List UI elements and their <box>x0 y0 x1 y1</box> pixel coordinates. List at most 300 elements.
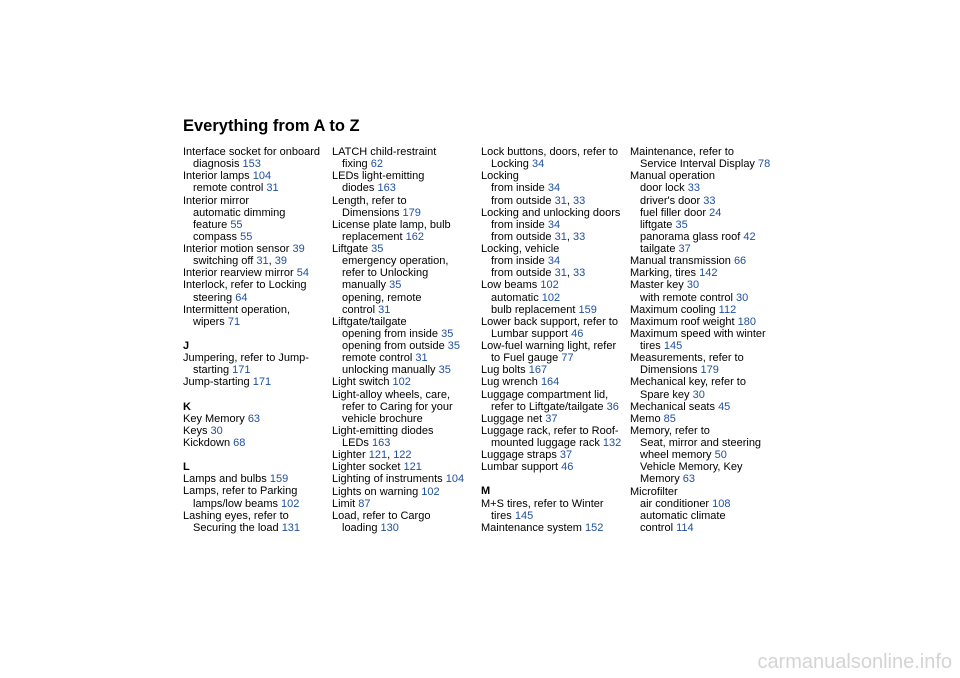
page-reference-link[interactable]: 163 <box>371 437 391 449</box>
index-term: Luggage compartment lid, <box>481 388 609 401</box>
page-reference-link[interactable]: 36 <box>606 400 619 413</box>
page-reference-link[interactable]: 35 <box>389 279 402 292</box>
index-subentry: from outside 31, 33 <box>491 230 586 243</box>
index-subentry <box>183 292 329 304</box>
index-subentry: from outside 31, 33 <box>491 267 586 280</box>
index-entry <box>332 486 478 498</box>
index-entry <box>332 170 478 182</box>
index-entry <box>481 316 627 328</box>
index-subentry <box>630 473 776 485</box>
index-term: Interior mirror <box>183 194 250 207</box>
index-term: refer to Unlocking <box>342 267 429 280</box>
index-entry <box>481 449 627 461</box>
index-subentry <box>481 255 627 267</box>
page-reference-link[interactable]: 121 <box>368 449 388 462</box>
index-entry <box>481 364 627 376</box>
index-entry <box>481 522 627 534</box>
index-term: Maximum speed with winter <box>630 327 766 340</box>
index-entry <box>332 146 478 158</box>
index-term: Low-fuel warning light, refer <box>481 340 617 352</box>
index-term: unlocking manually <box>342 364 436 377</box>
index-term: wipers <box>193 315 225 328</box>
index-term: emergency operation, <box>342 255 449 268</box>
index-subentry <box>481 352 627 364</box>
index-term: Key Memory <box>183 412 245 425</box>
page-reference-link[interactable]: 102 <box>392 376 411 389</box>
index-entry <box>630 316 776 328</box>
index-term: Locking <box>491 158 529 171</box>
page-reference-link[interactable]: 102 <box>421 485 440 498</box>
index-subentry <box>630 364 776 376</box>
index-term: liftgate <box>640 218 673 231</box>
index-subentry <box>630 510 776 522</box>
index-term: Locking and unlocking doors <box>481 206 621 219</box>
index-subentry <box>481 304 627 316</box>
page-reference-link[interactable]: 104 <box>252 170 272 183</box>
index-entry <box>332 195 478 207</box>
page-reference-link[interactable]: 31 <box>415 352 428 365</box>
index-term: opening, remote <box>342 291 422 304</box>
index-term: Dimensions <box>342 206 400 219</box>
page-reference-link[interactable]: 31 <box>256 255 269 268</box>
index-term: from outside <box>491 267 552 280</box>
index-term: fuel filler door <box>640 206 707 219</box>
index-term: replacement <box>342 230 403 243</box>
index-subentry <box>630 182 776 194</box>
index-term: starting <box>193 364 230 377</box>
index-subentry <box>481 182 627 194</box>
index-term: wheel memory <box>640 449 712 462</box>
index-term: steering <box>193 291 233 304</box>
index-letter-heading: M <box>481 485 491 498</box>
index-subentry <box>332 279 478 291</box>
index-term: mounted luggage rack <box>491 437 600 449</box>
index-column-4 <box>630 146 776 534</box>
index-subentry <box>183 498 329 510</box>
index-subentry <box>630 522 776 534</box>
page-reference-link[interactable]: 30 <box>736 291 749 304</box>
page-reference-link[interactable]: 55 <box>230 218 243 231</box>
index-entry <box>183 376 329 388</box>
index-term: from inside <box>491 182 545 195</box>
index-entry <box>183 413 329 425</box>
index-entry <box>183 267 329 279</box>
index-term: Memory <box>640 473 680 486</box>
index-term: Jump-starting <box>183 376 250 389</box>
index-term: Manual transmission <box>630 255 731 268</box>
page-reference-link[interactable]: 30 <box>686 279 700 292</box>
page-reference-link[interactable]: 35 <box>438 364 451 377</box>
index-term: Interlock, refer to Locking <box>183 279 307 292</box>
index-term: tires <box>491 509 512 522</box>
page-reference-link[interactable]: 179 <box>402 206 421 219</box>
index-term: diodes <box>342 182 375 195</box>
page-reference-link[interactable]: 162 <box>405 230 424 243</box>
index-subentry <box>332 231 478 243</box>
index-entry <box>481 376 627 388</box>
index-term: LEDs <box>342 437 369 449</box>
index-term: Keys <box>183 424 208 437</box>
index-subentry <box>481 219 627 231</box>
index-term: from inside <box>491 218 545 231</box>
page-reference-link[interactable]: 102 <box>540 279 559 292</box>
index-subentry <box>630 461 776 473</box>
index-entry <box>630 304 776 316</box>
page-reference-link[interactable]: 55 <box>240 230 253 243</box>
index-term: Microfilter <box>630 485 678 498</box>
index-subentry <box>332 255 478 267</box>
index-subentry <box>630 195 776 207</box>
index-term: Intermittent operation, <box>183 303 291 316</box>
index-entry <box>630 170 776 182</box>
index-letter-heading: L <box>183 461 190 474</box>
index-term: Interior rearview mirror <box>183 267 294 280</box>
page-reference-link[interactable]: 122 <box>393 449 412 462</box>
index-subentry <box>183 364 329 376</box>
index-subentry <box>630 292 776 304</box>
page-reference-link[interactable]: 31 <box>378 303 391 316</box>
index-entry <box>332 376 478 388</box>
page-reference-link[interactable]: 37 <box>678 243 691 255</box>
index-term: refer to Caring for your <box>342 400 453 413</box>
index-term: Manual operation <box>630 170 716 183</box>
page-reference-link[interactable]: 31 <box>554 194 567 207</box>
page-reference-link[interactable]: 112 <box>718 303 737 316</box>
index-letter-heading: K <box>183 400 191 413</box>
page-reference-link[interactable]: 164 <box>540 376 560 389</box>
page-reference-link[interactable]: 34 <box>547 255 561 268</box>
page-reference-link[interactable]: 68 <box>233 436 246 449</box>
index-term: Memo <box>630 412 661 425</box>
index-column-2 <box>332 146 478 534</box>
page-reference-link[interactable]: 163 <box>377 182 396 195</box>
index-entry <box>630 413 776 425</box>
index-subentry <box>332 158 478 170</box>
page-reference-link[interactable]: 42 <box>743 230 756 243</box>
page-reference-link[interactable]: 145 <box>663 340 683 352</box>
index-subentry <box>630 243 776 255</box>
page-reference-link[interactable]: 114 <box>676 521 694 534</box>
page-reference-link[interactable]: 145 <box>514 509 534 522</box>
index-entry <box>332 219 478 231</box>
page-reference-link[interactable]: 39 <box>274 255 288 268</box>
index-term: Interior motion sensor <box>183 243 290 255</box>
index-entry <box>332 316 478 328</box>
index-entry <box>481 279 627 291</box>
page-reference-link[interactable]: 30 <box>210 424 223 437</box>
index-term: Lighting of instruments <box>332 473 443 486</box>
page-reference-link[interactable]: 30 <box>692 388 705 401</box>
index-term: Lights on warning <box>332 485 419 498</box>
index-term: compass <box>193 230 238 243</box>
index-subentry <box>481 158 627 170</box>
index-entry <box>183 279 329 291</box>
watermark: carmanualsonline.info <box>757 651 952 673</box>
index-entry <box>630 486 776 498</box>
index-term: door lock <box>640 182 685 195</box>
index-term: Locking, vehicle <box>481 243 560 255</box>
page-reference-link[interactable]: 54 <box>296 267 309 280</box>
page-reference-link[interactable]: 33 <box>703 194 716 207</box>
index-term: LEDs light-emitting <box>332 170 425 183</box>
index-term: LATCH child-restraint <box>332 146 437 158</box>
index-term: from outside <box>491 230 552 243</box>
index-subentry <box>630 389 776 401</box>
index-subentry <box>332 413 478 425</box>
page-reference-link[interactable]: 46 <box>561 461 574 474</box>
page-reference-link[interactable]: 179 <box>700 364 719 377</box>
index-term: Spare key <box>640 388 690 401</box>
page-reference-link[interactable]: 152 <box>584 521 604 534</box>
index-term: Mechanical key, refer to <box>630 376 746 389</box>
index-subentry <box>332 352 478 364</box>
index-term: Maximum cooling <box>630 303 716 316</box>
index-subentry <box>630 207 776 219</box>
index-term: Securing the load <box>193 521 279 534</box>
page-reference-link[interactable]: 71 <box>227 315 241 328</box>
index-subentry <box>630 449 776 461</box>
page-reference-link[interactable]: 108 <box>712 497 731 510</box>
index-term: control <box>640 521 674 534</box>
index-subentry <box>332 437 478 449</box>
index-term: diagnosis <box>193 158 240 171</box>
index-entry <box>630 267 776 279</box>
page-reference-link[interactable]: 34 <box>531 158 545 171</box>
index-entry <box>481 146 627 158</box>
index-entry <box>183 146 329 158</box>
index-term: Jumpering, refer to Jump- <box>183 352 309 365</box>
index-term: switching off <box>193 255 254 268</box>
page-reference-link[interactable]: 46 <box>571 327 584 340</box>
index-subentry <box>183 182 329 194</box>
index-term: Lamps and bulbs <box>183 473 267 486</box>
index-term: Dimensions <box>640 364 698 377</box>
index-entry <box>183 195 329 207</box>
index-entry <box>481 340 627 352</box>
index-term: Load, refer to Cargo <box>332 509 431 522</box>
index-term: Luggage net <box>481 412 543 425</box>
page-reference-link[interactable]: 102 <box>281 497 300 510</box>
index-entry <box>630 425 776 437</box>
index-entry <box>630 146 776 158</box>
page-reference-link[interactable]: 66 <box>733 255 747 268</box>
page-reference-link[interactable]: 35 <box>447 340 461 352</box>
page-reference-link[interactable]: 35 <box>371 243 384 255</box>
index-subentry <box>183 522 329 534</box>
index-term: fixing <box>342 158 368 171</box>
index-subentry <box>183 219 329 231</box>
index-subentry <box>630 231 776 243</box>
index-term: Lumbar support <box>491 327 569 340</box>
index-subentry <box>332 267 478 279</box>
page-reference-link[interactable]: 31 <box>266 182 279 195</box>
index-entry <box>481 243 627 255</box>
index-entry <box>332 461 478 473</box>
index-subentry <box>332 207 478 219</box>
page-reference-link[interactable]: 142 <box>699 267 718 280</box>
index-term: Lashing eyes, refer to <box>183 509 289 522</box>
index-entry <box>183 510 329 522</box>
index-subentry: switching off 31, 39 <box>193 255 288 268</box>
index-term: Liftgate/tailgate <box>332 315 407 328</box>
index-term: feature <box>193 218 228 231</box>
page-reference-link[interactable]: 34 <box>547 218 561 231</box>
index-entry <box>183 485 329 497</box>
index-subentry <box>630 340 776 352</box>
page-reference-link[interactable]: 159 <box>269 473 289 486</box>
index-term: Luggage straps <box>481 449 557 462</box>
index-subentry <box>332 182 478 194</box>
index-subentry <box>481 292 627 304</box>
page-reference-link[interactable]: 131 <box>281 521 301 534</box>
index-subentry <box>183 316 329 328</box>
index-term: opening from outside <box>342 340 445 352</box>
page-title: Everything from A to Z <box>183 117 360 135</box>
index-term: Light switch <box>332 376 390 389</box>
index-subentry <box>481 437 627 449</box>
page-reference-link[interactable]: 121 <box>403 461 422 474</box>
page-reference-link[interactable]: 33 <box>572 230 586 243</box>
page-reference-link[interactable]: 35 <box>675 218 688 231</box>
index-term: Lumbar support <box>481 461 559 474</box>
page-reference-link[interactable]: 85 <box>663 412 676 425</box>
index-term: loading <box>342 521 378 534</box>
index-term: Lug bolts <box>481 364 526 377</box>
page-reference-link[interactable]: 87 <box>358 497 371 510</box>
index-entry <box>630 328 776 340</box>
index-term: to Fuel gauge <box>491 352 559 365</box>
index-subentry <box>630 437 776 449</box>
page-reference-link[interactable]: 45 <box>718 400 731 413</box>
index-term: manually <box>342 279 387 292</box>
page-reference-link[interactable]: 132 <box>602 437 622 449</box>
page-reference-link[interactable]: 62 <box>370 158 383 171</box>
index-term: Lighter socket <box>332 461 401 474</box>
index-term: Locking <box>481 170 519 183</box>
index-entry <box>183 304 329 316</box>
index-term: driver's door <box>640 194 701 207</box>
index-subentry <box>332 522 478 534</box>
page-reference-link[interactable]: 35 <box>441 327 454 340</box>
index-entry <box>630 401 776 413</box>
index-term: vehicle brochure <box>342 412 423 425</box>
page-reference-link[interactable]: 34 <box>547 182 561 195</box>
index-letter-heading: J <box>183 339 190 352</box>
index-subentry: from outside 31, 33 <box>491 194 586 207</box>
index-term: tires <box>640 340 661 352</box>
index-term: Low beams <box>481 279 538 292</box>
index-term: Light-alloy wheels, care, <box>332 388 451 401</box>
page-reference-link[interactable]: 78 <box>758 158 771 171</box>
page-reference-link[interactable]: 33 <box>572 194 586 207</box>
index-term: tailgate <box>640 243 676 255</box>
index-term: Memory, refer to <box>630 424 710 437</box>
index-term: automatic <box>491 291 539 304</box>
index-term: Lug wrench <box>481 376 538 389</box>
index-term: License plate lamp, bulb <box>332 218 451 231</box>
page-reference-link[interactable]: 24 <box>709 206 722 219</box>
index-entry <box>630 376 776 388</box>
index-entry <box>630 255 776 267</box>
page-reference-link[interactable]: 31 <box>554 230 567 243</box>
page-reference-link[interactable]: 50 <box>714 449 727 462</box>
page-reference-link[interactable]: 159 <box>578 303 597 316</box>
index-term: Lamps, refer to Parking <box>183 485 298 498</box>
page-reference-link[interactable]: 64 <box>235 291 248 304</box>
index-entry <box>481 413 627 425</box>
page-reference-link[interactable]: 167 <box>528 364 548 377</box>
index-entry <box>481 389 627 401</box>
page-reference-link[interactable]: 104 <box>445 473 465 486</box>
index-column-3 <box>481 146 627 534</box>
index-term: from inside <box>491 255 545 268</box>
index-term: Interior lamps <box>183 170 250 183</box>
index-term: Maintenance, refer to <box>630 146 734 158</box>
index-term: Lock buttons, doors, refer to <box>481 146 618 158</box>
index-entry <box>481 170 627 182</box>
index-term: opening from inside <box>342 327 439 340</box>
page-reference-link[interactable]: 37 <box>559 449 573 462</box>
page-reference-link[interactable]: 102 <box>541 291 561 304</box>
page-reference-link[interactable]: 171 <box>232 364 251 377</box>
index-entry <box>332 498 478 510</box>
index-subentry <box>332 340 478 352</box>
index-entry <box>481 498 627 510</box>
index-term: bulb replacement <box>491 303 576 316</box>
index-entry <box>630 352 776 364</box>
index-entry <box>332 473 478 485</box>
index-term: Master key <box>630 279 684 292</box>
page-reference-link[interactable]: 130 <box>380 521 399 534</box>
page-reference-link[interactable]: 33 <box>572 267 586 280</box>
index-subentry <box>481 401 627 413</box>
index-term: Interface socket for onboard <box>183 146 320 158</box>
index-term: Length, refer to <box>332 194 407 207</box>
index-entry <box>183 243 329 255</box>
page-reference-link[interactable]: 37 <box>545 412 558 425</box>
index-entry <box>332 425 478 437</box>
index-entry <box>481 425 627 437</box>
index-entry <box>630 279 776 291</box>
page-reference-link[interactable]: 39 <box>292 243 305 255</box>
page-reference-link[interactable]: 33 <box>687 182 700 195</box>
index-term: Vehicle Memory, Key <box>640 461 743 474</box>
index-term: from outside <box>491 194 552 207</box>
index-entry <box>183 473 329 485</box>
index-term: remote control <box>342 352 413 365</box>
index-term: panorama glass roof <box>640 230 741 243</box>
page-reference-link[interactable]: 31 <box>554 267 567 280</box>
index-subentry <box>183 207 329 219</box>
page-reference-link[interactable]: 77 <box>561 352 574 365</box>
index-subentry <box>332 364 478 376</box>
index-subentry <box>183 231 329 243</box>
page-reference-link[interactable]: 63 <box>247 412 261 425</box>
index-term: control <box>342 303 376 316</box>
index-term: Lower back support, refer to <box>481 315 618 328</box>
page-reference-link[interactable]: 153 <box>242 158 261 171</box>
page-reference-link[interactable]: 180 <box>737 315 756 328</box>
page-reference-link[interactable]: 171 <box>252 376 272 389</box>
index-term: air conditioner <box>640 497 710 510</box>
index-term: Kickdown <box>183 436 231 449</box>
index-subentry <box>183 158 329 170</box>
index-entry: Lighter 121, 122 <box>332 449 412 462</box>
index-term: Lighter <box>332 449 366 462</box>
page-reference-link[interactable]: 63 <box>682 473 696 486</box>
index-term: Service Interval Display <box>640 158 755 171</box>
index-term: M+S tires, refer to Winter <box>481 497 604 510</box>
